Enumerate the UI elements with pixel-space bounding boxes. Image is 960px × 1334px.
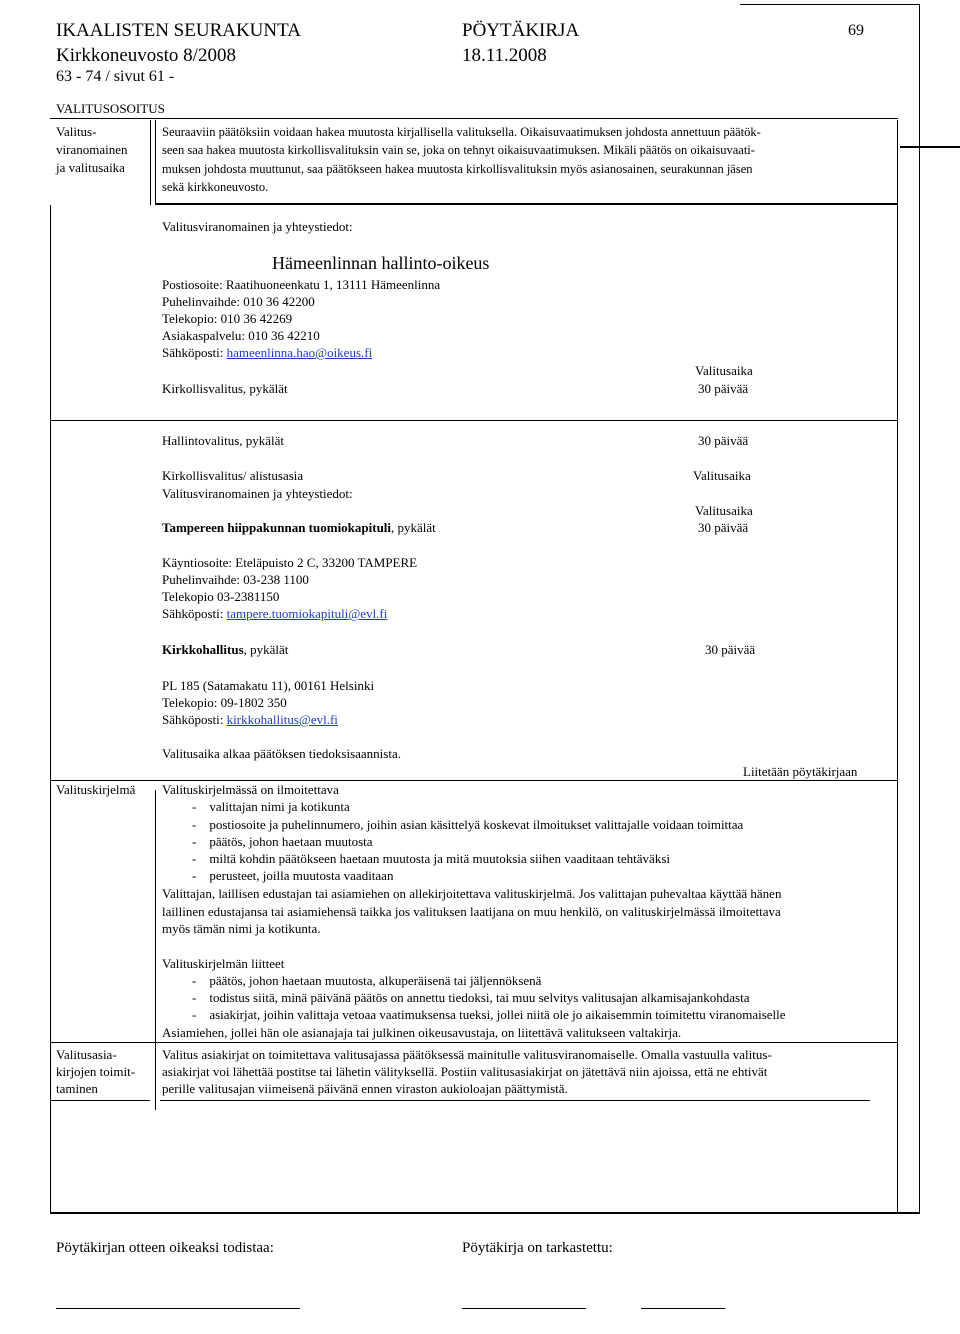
list-item: - miltä kohdin päätökseen haetaan muutosta ja mitä muutoksia siihen vaaditaan tehtäväksi bbox=[192, 851, 670, 866]
paragraph-line: perille valitusajan viimeisenä päivänä ennen viraston aukioloajan päättymistä. bbox=[162, 1081, 568, 1096]
label-underline bbox=[50, 1100, 150, 1101]
chapter-email-link[interactable]: tampere.tuomiokapituli@evl.fi bbox=[226, 606, 388, 621]
paragraph-line: laillinen edustajansa tai asiamiehensä taikka jos valituksen laatijana on muu henkilö, on valituskirjelmässä ilmoitettava bbox=[162, 904, 781, 919]
doc-type: PÖYTÄKIRJA bbox=[462, 20, 580, 41]
sub-appeal-time: Valitusaika bbox=[693, 468, 751, 483]
list-item-text: perusteet, joilla muutosta vaaditaan bbox=[209, 868, 394, 883]
paragraph-line: Valitus asiakirjat on toimitettava valitusajassa päätöksessä mainitulle valitusviranomaiselle. Omalla vastuulla valitus- bbox=[162, 1047, 772, 1062]
admin-appeal-time: 30 päivää bbox=[698, 433, 749, 448]
contact-intro: Valitusviranomainen ja yhteystiedot: bbox=[162, 219, 353, 234]
court-email-link[interactable]: hameenlinna.hao@oikeus.fi bbox=[226, 345, 373, 360]
court-email-row bbox=[162, 344, 372, 362]
paragraph-line: Seuraaviin päätöksiin voidaan hakea muutosta kirjallisella valituksella. Oikaisuvaatimuksen johdosta annettuun päätök- bbox=[162, 125, 761, 139]
chapter-address: Käyntiosoite: Eteläpuisto 2 C, 33200 TAMPERE bbox=[162, 555, 418, 570]
paragraph-underline bbox=[160, 1100, 870, 1101]
board-suffix: , pykälät bbox=[243, 642, 289, 657]
board-row bbox=[162, 641, 288, 659]
paragraph-line: Valittajan, laillisen edustajan tai asiamiehen on allekirjoitettava valituskirjelmä. Jos valittajan puhevaltaa käyttää hänen bbox=[162, 886, 782, 901]
list-item-text: päätös, johon haetaan muutosta bbox=[209, 834, 373, 849]
paragraph-line: muksen johdosta muuttunut, saa päätökseen hakea muutosta kirkollisvalituksin myös asianosainen, seurakunnan jäsen bbox=[162, 162, 753, 176]
content-right-divider bbox=[897, 120, 898, 205]
org-name: IKAALISTEN SEURAKUNTA bbox=[56, 20, 301, 41]
attached-note: Liitetään pöytäkirjaan bbox=[743, 764, 858, 779]
list-item: - postiosoite ja puhelinnumero, joihin asian käsittelyä koskevat ilmoitukset valittajalle voidaan toimittaa bbox=[192, 817, 744, 832]
chapter-name: Tampereen hiippakunnan tuomiokapituli bbox=[162, 520, 392, 535]
page-number: 69 bbox=[848, 22, 864, 39]
label-column-divider bbox=[150, 120, 151, 205]
list-item-text: miltä kohdin päätökseen haetaan muutosta ja mitä muutoksia siihen vaaditaan tehtäväksi bbox=[209, 851, 670, 866]
church-appeal-time: 30 päivää bbox=[698, 381, 749, 396]
certify-label: Pöytäkirjan otteen oikeaksi todistaa: bbox=[56, 1240, 274, 1256]
chapter-row bbox=[162, 519, 436, 537]
court-service: Asiakaspalvelu: 010 36 42210 bbox=[162, 328, 320, 343]
time-header: Valitusaika bbox=[695, 363, 753, 378]
list-item: - valittajan nimi ja kotikunta bbox=[192, 799, 350, 814]
email-label: Sähköposti: bbox=[162, 712, 227, 727]
admin-appeal: Hallintovalitus, pykälät bbox=[162, 433, 285, 448]
meeting-date: 18.11.2008 bbox=[462, 45, 547, 66]
chapter-email-row bbox=[162, 605, 387, 623]
list-item: - päätös, johon haetaan muutosta, alkuperäisenä tai jäljennöksenä bbox=[192, 973, 542, 988]
court-name: Hämeenlinnan hallinto-oikeus bbox=[272, 253, 490, 273]
divider-rule bbox=[50, 1042, 898, 1043]
signature-line bbox=[56, 1308, 300, 1309]
list-item: - perusteet, joilla muutosta vaaditaan bbox=[192, 868, 394, 883]
list-item-text: valittajan nimi ja kotikunta bbox=[209, 799, 350, 814]
list-item: - asiakirjat, joihin valittaja vetoaa vaatimuksensa tueksi, jollei niitä ole jo aikaisemmin toimitettu viranomaiselle bbox=[192, 1007, 786, 1022]
court-address: Postiosoite: Raatihuoneenkatu 1, 13111 Hämeenlinna bbox=[162, 277, 441, 292]
chapter-suffix: , pykälät bbox=[391, 520, 436, 535]
paragraph-line: asiakirjat voi lähettää postitse tai lähetin välityksellä. Postiin valitusasiakirjat on jätettävä niin ajoissa, että ne ehtivät bbox=[162, 1064, 768, 1079]
email-label: Sähköposti: bbox=[162, 345, 227, 360]
list-item: - todistus siitä, minä päivänä päätös on annettu tiedoksi, tai muu selvitys valitusajan alkamisajankohdasta bbox=[192, 990, 750, 1005]
signature-line bbox=[462, 1308, 586, 1309]
section-title: VALITUSOSOITUS bbox=[56, 101, 165, 116]
list-item: - päätös, johon haetaan muutosta bbox=[192, 834, 373, 849]
label-line: viranomainen bbox=[56, 142, 128, 157]
label-line: Valitusasia- bbox=[56, 1047, 117, 1062]
list-item-text: postiosoite ja puhelinnumero, joihin asian käsittelyä koskevat ilmoitukset valittajalle voidaan toimittaa bbox=[209, 817, 744, 832]
lower-frame-left bbox=[50, 205, 51, 1213]
board-email-link[interactable]: kirkkohallitus@evl.fi bbox=[226, 712, 338, 727]
right-margin-mark bbox=[900, 146, 960, 148]
chapter-phone: Puhelinvaihde: 03-238 1100 bbox=[162, 572, 309, 587]
sub-appeal: Kirkollisvalitus/ alistusasia bbox=[162, 468, 304, 483]
lower-frame-right bbox=[897, 205, 898, 1213]
label-line: taminen bbox=[56, 1081, 98, 1096]
lower-frame-bottom bbox=[50, 1212, 920, 1214]
divider-rule bbox=[50, 420, 898, 421]
appeal-letter-intro: Valituskirjelmässä on ilmoitettava bbox=[162, 782, 339, 797]
church-appeal: Kirkollisvalitus, pykälät bbox=[162, 381, 288, 396]
contact-intro-2: Valitusviranomainen ja yhteystiedot: bbox=[162, 486, 353, 501]
paragraph-line: myös tämän nimi ja kotikunta. bbox=[162, 921, 321, 936]
attachments-title: Valituskirjelmän liitteet bbox=[162, 956, 285, 971]
list-item-text: päätös, johon haetaan muutosta, alkuperäisenä tai jäljennöksenä bbox=[209, 973, 542, 988]
counsel-note: Asiamiehen, jollei hän ole asianajaja tai julkinen oikeusavustaja, on liitettävä valitukseen valtakirja. bbox=[162, 1025, 682, 1040]
checked-label: Pöytäkirja on tarkastettu: bbox=[462, 1240, 613, 1256]
board-time: 30 päivää bbox=[705, 642, 756, 657]
court-phone: Puhelinvaihde: 010 36 42200 bbox=[162, 294, 315, 309]
time-start-note: Valitusaika alkaa päätöksen tiedoksisaannista. bbox=[162, 746, 401, 761]
email-label: Sähköposti: bbox=[162, 606, 227, 621]
chapter-fax: Telekopio 03-2381150 bbox=[162, 589, 280, 604]
label-column-divider-right bbox=[155, 120, 156, 205]
meeting-name: Kirkkoneuvosto 8/2008 bbox=[56, 45, 236, 66]
appeal-letter-label: Valituskirjelmä bbox=[56, 782, 136, 797]
chapter-time: 30 päivää bbox=[698, 520, 749, 535]
paragraph-line: seen saa hakea muutosta kirkollisvalituksin vain se, joka on tehnyt oikaisuvaatimuksen. Mikäli päätös on oikaisuvaati- bbox=[162, 143, 755, 157]
label-line: ja valitusaika bbox=[56, 160, 125, 175]
time-header-2: Valitusaika bbox=[695, 503, 753, 518]
page-frame-right bbox=[919, 4, 920, 1214]
paragraph-line: sekä kirkkoneuvosto. bbox=[162, 180, 269, 194]
board-address: PL 185 (Satamakatu 11), 00161 Helsinki bbox=[162, 678, 375, 693]
section-title-rule bbox=[50, 118, 898, 119]
page-range: 63 - 74 / sivut 61 - bbox=[56, 68, 175, 85]
board-name: Kirkkohallitus bbox=[162, 642, 244, 657]
label-line: kirjojen toimit- bbox=[56, 1064, 136, 1079]
list-item-text: todistus siitä, minä päivänä päätös on annettu tiedoksi, tai muu selvitys valitusajan alkamisajankohdasta bbox=[209, 990, 750, 1005]
signature-line bbox=[641, 1308, 725, 1309]
board-email-row bbox=[162, 711, 338, 729]
block-bottom-rule bbox=[155, 203, 898, 205]
label-line: Valitus- bbox=[56, 124, 97, 139]
page-frame-top bbox=[740, 4, 920, 5]
board-fax: Telekopio: 09-1802 350 bbox=[162, 695, 287, 710]
list-item-text: asiakirjat, joihin valittaja vetoaa vaatimuksensa tueksi, jollei niitä ole jo aikaisemmin toimitettu viranomaiselle bbox=[209, 1007, 786, 1022]
label-column-divider-lower bbox=[155, 790, 156, 1110]
court-fax: Telekopio: 010 36 42269 bbox=[162, 311, 293, 326]
